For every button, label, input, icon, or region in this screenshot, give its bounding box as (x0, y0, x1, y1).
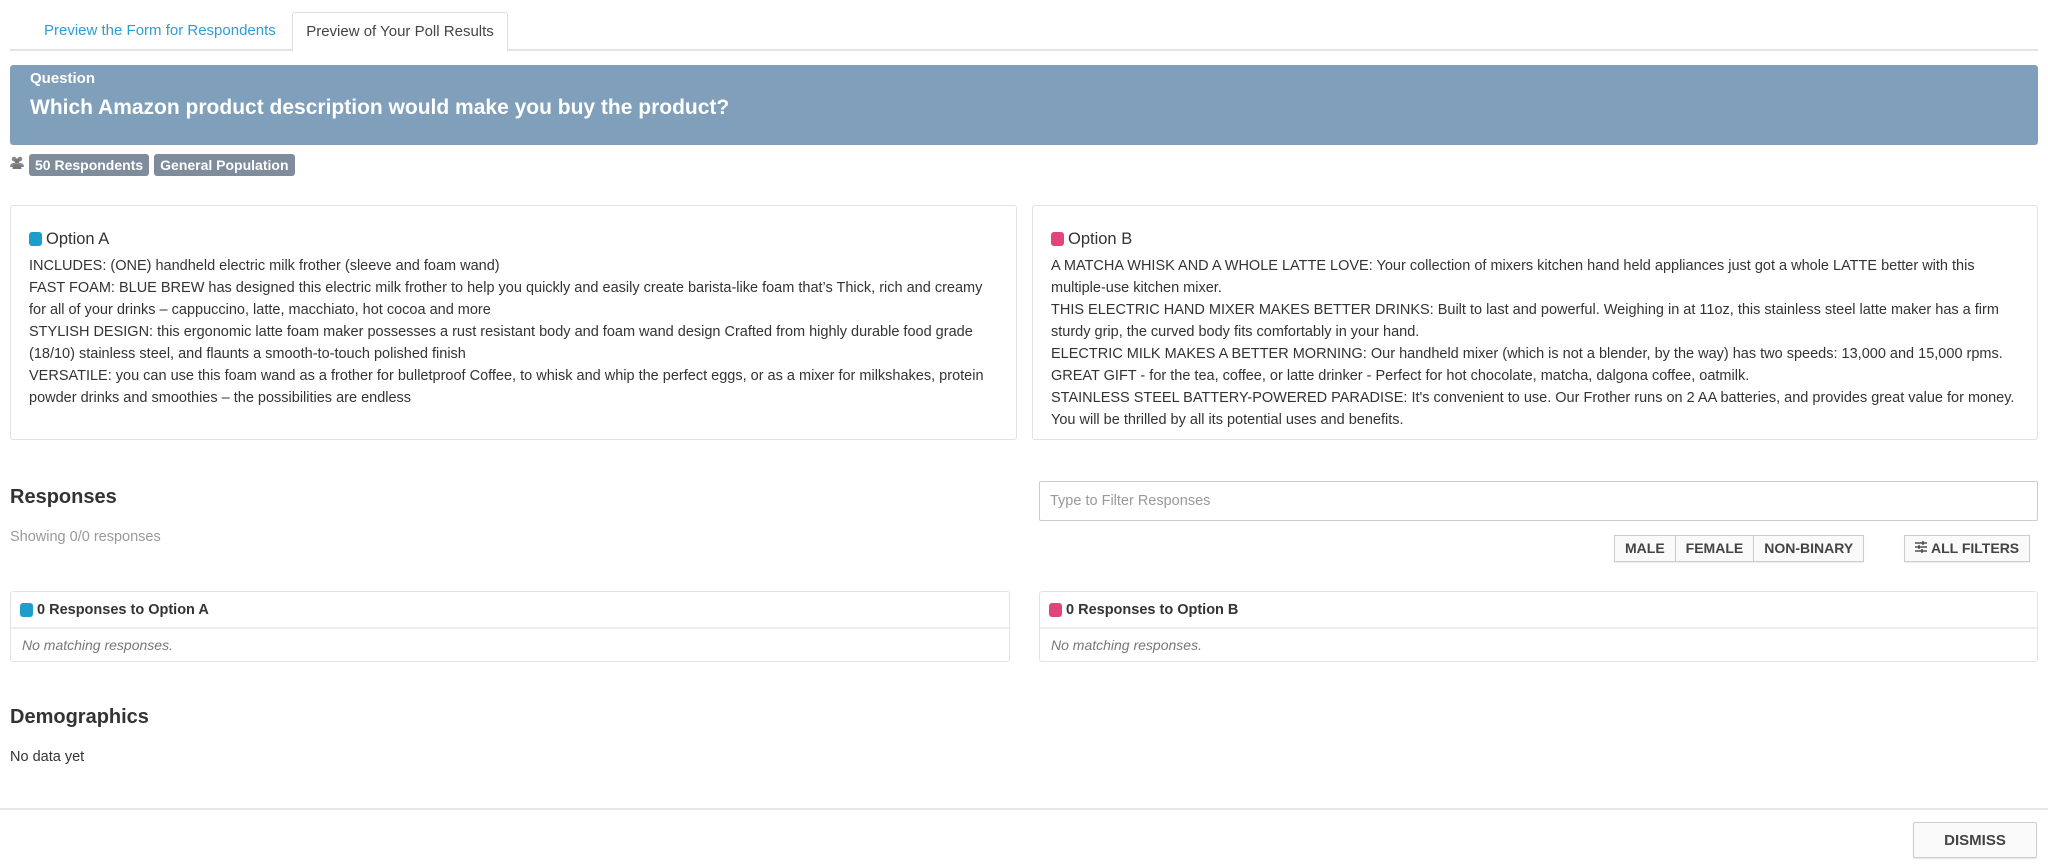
demographics-heading: Demographics (10, 706, 149, 728)
responses-count: Showing 0/0 responses (10, 529, 161, 545)
demographics-empty: No data yet (10, 749, 85, 765)
tab-bar (10, 12, 2038, 51)
gender-filter-group (1614, 535, 1864, 562)
option-b-line: THIS ELECTRIC HAND MIXER MAKES BETTER DRINKS: Built to last and powerful. Weighing in at 11oz, this stainless steel latte maker has a firm sturdy grip, the curved body fits comfortably in your hand. (1051, 302, 1999, 340)
all-filters-button[interactable] (1904, 535, 2030, 562)
option-a-responses-title: 0 Responses to Option A (37, 601, 209, 618)
option-b-card (1032, 205, 2038, 440)
option-a-title: Option A (46, 230, 110, 248)
filter-responses-input[interactable] (1039, 481, 2038, 521)
option-b-line: A MATCHA WHISK AND A WHOLE LATTE LOVE: Your collection of mixers kitchen hand held appliances just got a whole LATTE better with this multiple-use kitchen mixer. (1051, 258, 1975, 296)
option-b-title: Option B (1068, 230, 1133, 248)
option-b-line: ELECTRIC MILK MAKES A BETTER MORNING: Our handheld mixer (which is not a blender, by the way) has two speeds: 13,000 and 15,000 rpms. (1051, 346, 2003, 362)
option-a-line: VERSATILE: you can use this foam wand as a frother for bulletproof Coffee, to whisk and whip the perfect eggs, or as a mixer for milkshakes, protein powder drinks and smoothies – the possibilities are endless (29, 368, 984, 406)
option-a-card (10, 205, 1017, 440)
option-a-swatch (20, 603, 33, 617)
option-a-line: INCLUDES: (ONE) handheld electric milk frother (sleeve and foam wand) (29, 258, 500, 274)
option-b-line: STAINLESS STEEL BATTERY-POWERED PARADISE: It's convenient to use. Our Frother runs on 2 AA batteries, and provides great value for money. You will be thrilled by all its potential uses and benefits. (1051, 390, 2015, 428)
option-a-responses (10, 591, 1010, 662)
sliders-icon (1915, 536, 1927, 561)
all-filters-group (1904, 535, 2030, 562)
option-a-line: STYLISH DESIGN: this ergonomic latte foam maker possesses a rust resistant body and foam wand design Crafted from highly durable food grade (18/10) stainless steel, and flaunts a smooth-to-touch polished finish (29, 324, 973, 362)
all-filters-label: ALL FILTERS (1931, 540, 2020, 556)
population-badge: General Population (154, 154, 294, 176)
users-icon (10, 156, 24, 174)
option-b-line: GREAT GIFT - for the tea, coffee, or latte drinker - Perfect for hot chocolate, matcha, dalgona coffee, oatmilk. (1051, 368, 1750, 384)
option-b-swatch (1051, 232, 1064, 246)
filter-male-button[interactable]: MALE (1614, 535, 1676, 562)
option-a-swatch (29, 232, 42, 246)
option-b-responses-title: 0 Responses to Option B (1066, 601, 1239, 618)
option-b-empty: No matching responses. (1051, 637, 1202, 653)
tab-poll-results[interactable]: Preview of Your Poll Results (292, 12, 508, 51)
filter-female-button[interactable]: FEMALE (1676, 535, 1755, 562)
option-b-swatch (1049, 603, 1062, 617)
tab-preview-form[interactable]: Preview the Form for Respondents (44, 22, 276, 39)
question-title: Which Amazon product description would make you buy the product? (30, 96, 730, 119)
question-banner (10, 65, 2038, 145)
option-a-empty: No matching responses. (22, 637, 173, 653)
dismiss-button[interactable]: DISMISS (1913, 822, 2037, 858)
question-label: Question (30, 70, 96, 87)
responses-heading: Responses (10, 486, 117, 508)
audience-badges (10, 154, 295, 176)
respondents-badge: 50 Respondents (29, 154, 149, 176)
filter-non-binary-button[interactable]: NON-BINARY (1754, 535, 1864, 562)
option-b-responses (1039, 591, 2038, 662)
option-a-line: FAST FOAM: BLUE BREW has designed this electric milk frother to help you quickly and easily create barista-like foam that’s Thick, rich and creamy for all of your drinks – cappuccino, latte, macchiato, hot cocoa and more (29, 280, 983, 318)
footer-divider (0, 808, 2048, 810)
